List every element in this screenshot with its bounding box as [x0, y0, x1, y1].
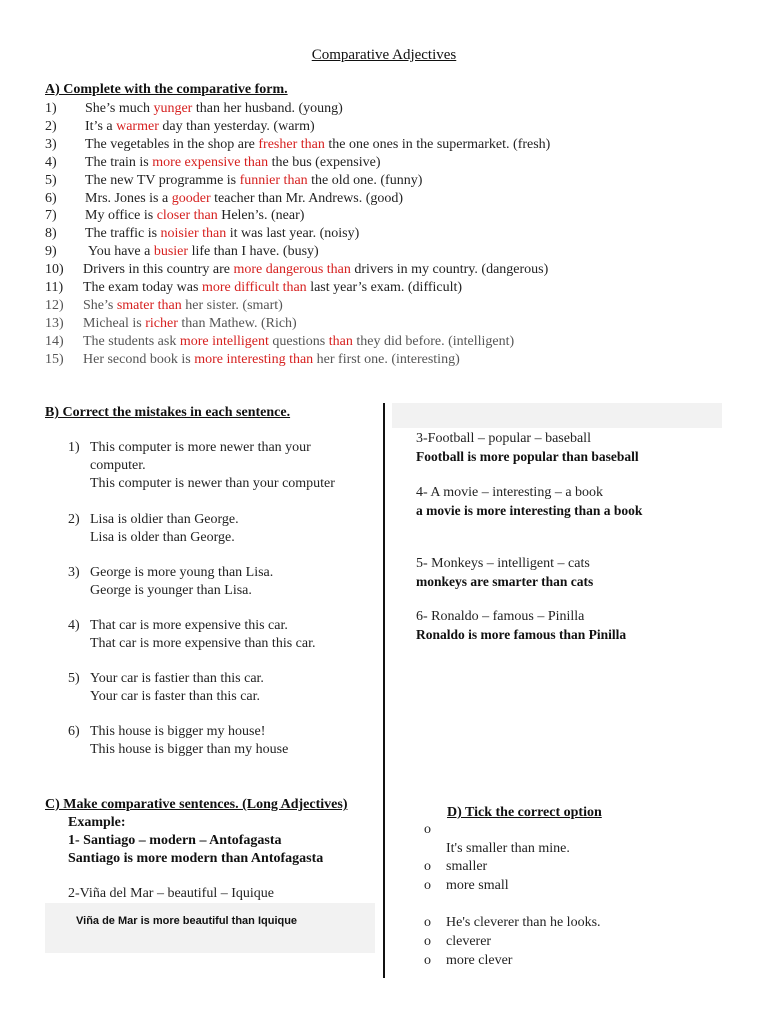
- sentence-text: It’s a: [85, 118, 117, 134]
- correction-line: [68, 457, 335, 475]
- item-number: 6): [68, 724, 80, 739]
- line-text: This computer is more newer than your: [90, 440, 311, 455]
- sentence-text: the old one. (funny): [307, 172, 423, 188]
- option-q2-a[interactable]: [424, 934, 491, 950]
- option-bullet: o: [424, 878, 431, 893]
- sentence-text: The new TV programme is: [85, 172, 240, 188]
- option-label: cleverer: [446, 934, 492, 949]
- item-answer: Football is more popular than baseball: [416, 449, 639, 464]
- sentence-text: Micheal is: [83, 315, 146, 331]
- correction-line: [68, 688, 335, 706]
- comparative-item: [416, 555, 642, 591]
- answer-text: busier: [153, 244, 189, 260]
- correction-item: [68, 511, 335, 547]
- line-text: computer.: [90, 458, 146, 473]
- item-number: 7): [45, 208, 57, 224]
- line-text: That car is more expensive than this car.: [90, 636, 316, 651]
- sentence-text: her sister. (smart): [181, 297, 283, 313]
- item-2-prompt: 2-Viña del Mar – beautiful – Iquique: [68, 886, 274, 901]
- answer-text: than: [328, 333, 353, 349]
- sentence-text: drivers in my country. (dangerous): [350, 262, 549, 278]
- question-1: It's smaller than mine.: [446, 841, 570, 856]
- option-bullet: o: [424, 859, 431, 874]
- sentence-text: You have a: [85, 244, 154, 260]
- line-text: Lisa is oldier than George.: [90, 512, 239, 527]
- option-bullet: o: [424, 934, 431, 949]
- answer-text: warmer: [116, 118, 159, 134]
- section-a-heading: A) Complete with the comparative form.: [45, 82, 288, 97]
- item-number: 2): [45, 118, 57, 134]
- line-text: This house is bigger than my house: [90, 742, 289, 757]
- exercise-item: [45, 333, 550, 351]
- answer-text: gooder: [171, 190, 211, 206]
- sentence-text: The exam today was: [83, 280, 202, 296]
- sentence-text: The traffic is: [85, 226, 161, 242]
- question-2: He's cleverer than he looks.: [446, 915, 601, 930]
- option-q2-b[interactable]: [424, 953, 512, 969]
- correction-item: [68, 723, 335, 759]
- correction-line: [68, 582, 335, 600]
- sentence-text: Mrs. Jones is a: [85, 190, 172, 206]
- sentence-text: She’s: [83, 297, 117, 313]
- answer-text: more intelligent: [179, 333, 269, 349]
- exercise-item: [45, 172, 550, 190]
- correction-item: [68, 564, 335, 600]
- item-number: 2): [68, 512, 80, 527]
- correction-line: [68, 723, 335, 741]
- sentence-text: The students ask: [83, 333, 180, 349]
- line-text: George is more young than Lisa.: [90, 565, 274, 580]
- answer-text: more interesting than: [194, 351, 314, 367]
- correction-line: [68, 511, 335, 529]
- item-answer: monkeys are smarter than cats: [416, 574, 594, 589]
- option-bullet: o: [424, 915, 431, 930]
- line-text: Your car is faster than this car.: [90, 689, 261, 704]
- item-number: 12): [45, 297, 64, 313]
- exercise-item: [45, 207, 550, 225]
- sentence-text: it was last year. (noisy): [226, 226, 360, 242]
- line-text: That car is more expensive this car.: [90, 618, 288, 633]
- answer-box: [45, 903, 375, 953]
- item-number: 5): [68, 671, 80, 686]
- page-title: Comparative Adjectives: [311, 47, 457, 63]
- option-q1-a[interactable]: [424, 859, 487, 875]
- column-divider: [383, 403, 385, 978]
- item-prompt: 5- Monkeys – intelligent – cats: [416, 556, 590, 571]
- correction-line: [68, 617, 335, 635]
- sentence-text: Drivers in this country are: [83, 262, 234, 278]
- question-2-row[interactable]: [424, 915, 601, 931]
- item-prompt: 4- A movie – interesting – a book: [416, 485, 604, 500]
- option-q1-b[interactable]: [424, 878, 509, 894]
- exercise-item: [45, 136, 550, 154]
- sentence-text: the bus (expensive): [268, 154, 381, 170]
- exercise-item: [45, 297, 550, 315]
- comparative-item: [416, 430, 642, 466]
- line-text: Your car is fastier than this car.: [90, 671, 264, 686]
- answer-text: more expensive than: [152, 154, 269, 170]
- answer-text: more dangerous than: [233, 262, 351, 278]
- item-number: 9): [45, 244, 57, 260]
- item-number: 6): [45, 190, 57, 206]
- item-answer: Ronaldo is more famous than Pinilla: [416, 627, 627, 642]
- answer-text: more difficult than: [201, 280, 307, 296]
- sentence-text: than her husband. (young): [192, 101, 343, 116]
- answer-text: richer: [145, 315, 178, 331]
- line-text: This computer is newer than your computer: [90, 476, 335, 491]
- item-number: 14): [45, 333, 64, 349]
- answer-text: closer than: [156, 208, 218, 224]
- answer-text: funnier than: [239, 172, 308, 188]
- sentence-text: Helen’s. (near): [217, 208, 305, 224]
- example-answer: Santiago is more modern than Antofagasta: [68, 851, 324, 866]
- line-text: George is younger than Lisa.: [90, 583, 252, 598]
- exercise-item: [45, 225, 550, 243]
- sentence-text: The vegetables in the shop are: [85, 136, 259, 152]
- item-answer: a movie is more interesting than a book: [416, 503, 643, 518]
- item-number: 5): [45, 172, 57, 188]
- sentence-text: day than yesterday. (warm): [158, 118, 315, 134]
- section-b-list: [68, 439, 335, 776]
- item-number: 8): [45, 226, 57, 242]
- example-prompt: 1- Santiago – modern – Antofagasta: [68, 833, 282, 848]
- comparative-item: [416, 484, 642, 520]
- item-number: 4): [68, 618, 80, 633]
- correction-item: [68, 617, 335, 653]
- sentence-text: She’s much: [85, 101, 154, 116]
- answer-text: smater than: [116, 297, 182, 313]
- option-bullet[interactable]: o: [424, 822, 431, 837]
- correction-line: [68, 635, 335, 653]
- shaded-bar: [392, 403, 722, 428]
- sentence-text: her first one. (interesting): [313, 351, 460, 367]
- exercise-item: [45, 351, 550, 369]
- sentence-text: life than I have. (busy): [188, 244, 319, 260]
- answer-text: fresher than: [258, 136, 325, 152]
- section-right-list: [416, 430, 642, 644]
- correction-line: [68, 564, 335, 582]
- option-bullet: o: [424, 953, 431, 968]
- sentence-text: My office is: [85, 208, 157, 224]
- section-a-list: [45, 100, 550, 369]
- answer-text: yunger: [153, 101, 193, 116]
- correction-line: [68, 741, 335, 759]
- option-label: more small: [446, 878, 509, 893]
- item-number: 3): [45, 136, 57, 152]
- option-label: smaller: [446, 859, 488, 874]
- item-number: 1): [45, 101, 57, 116]
- item-number: 11): [45, 280, 64, 296]
- section-c-heading: C) Make comparative sentences. (Long Adjectives): [45, 797, 348, 812]
- line-text: Lisa is older than George.: [90, 530, 235, 545]
- example-label: Example:: [68, 815, 126, 830]
- correction-line: [68, 439, 335, 457]
- exercise-item: [45, 243, 550, 261]
- correction-line: [68, 475, 335, 493]
- item-number: 10): [45, 262, 64, 278]
- item-2-answer: Viña de Mar is more beautiful than Iquique: [76, 915, 298, 927]
- exercise-item: [45, 315, 550, 333]
- exercise-item: [45, 154, 550, 172]
- item-prompt: 6- Ronaldo – famous – Pinilla: [416, 609, 585, 624]
- item-number: 4): [45, 154, 57, 170]
- option-label: more clever: [446, 953, 513, 968]
- exercise-item: [45, 100, 550, 118]
- item-prompt: 3-Football – popular – baseball: [416, 431, 591, 446]
- item-number: 13): [45, 315, 64, 331]
- exercise-item: [45, 261, 550, 279]
- section-d-heading: D) Tick the correct option: [447, 805, 602, 820]
- correction-line: [68, 670, 335, 688]
- sentence-text: the one ones in the supermarket. (fresh): [324, 136, 551, 152]
- item-number: 15): [45, 351, 64, 367]
- exercise-item: [45, 279, 550, 297]
- section-b-heading: B) Correct the mistakes in each sentence.: [45, 405, 291, 420]
- sentence-text: Her second book is: [83, 351, 195, 367]
- exercise-item: [45, 118, 550, 136]
- sentence-text: questions: [268, 333, 329, 349]
- sentence-text: than Mathew. (Rich): [177, 315, 297, 331]
- correction-line: [68, 529, 335, 547]
- correction-item: [68, 670, 335, 706]
- exercise-item: [45, 190, 550, 208]
- sentence-text: they did before. (intelligent): [352, 333, 515, 349]
- sentence-text: teacher than Mr. Andrews. (good): [210, 190, 404, 206]
- item-number: 1): [68, 440, 80, 455]
- item-number: 3): [68, 565, 80, 580]
- sentence-text: The train is: [85, 154, 153, 170]
- line-text: This house is bigger my house!: [90, 724, 266, 739]
- comparative-item: [416, 608, 642, 644]
- sentence-text: last year’s exam. (difficult): [306, 280, 463, 296]
- answer-text: noisier than: [160, 226, 227, 242]
- correction-item: [68, 439, 335, 493]
